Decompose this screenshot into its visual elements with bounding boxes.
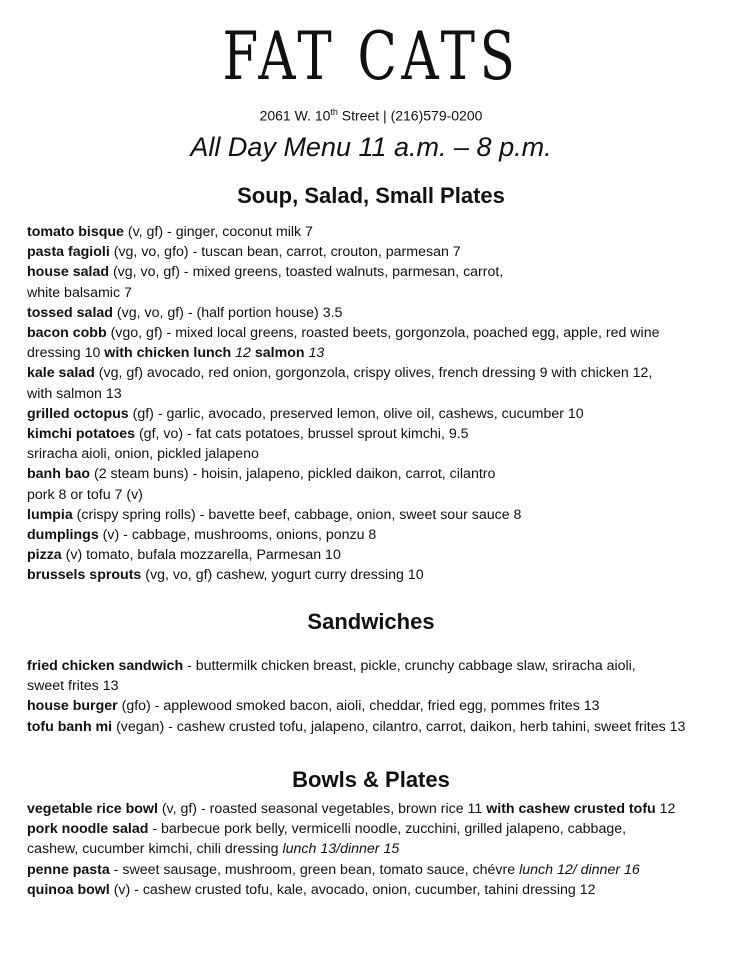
menu-item: pork noodle salad - barbecue pork belly, vermicelli noodle, zucchini, grilled jalapeno, cabbage, cashew, cucumber kimchi, chili dressing lunch 13/dinner 15 bbox=[27, 821, 627, 858]
menu-item: house burger (gfo) - applewood smoked bacon, aioli, cheddar, fried egg, pommes frites 13 bbox=[27, 698, 600, 715]
menu-item: lumpia (crispy spring rolls) - bavette beef, cabbage, onion, sweet sour sauce 8 bbox=[27, 506, 522, 523]
bowls-list bbox=[27, 799, 737, 900]
address-line: 2061 W. 10th Street | (216)579-0200 bbox=[259, 107, 483, 124]
menu-item: pasta fagioli (vg, vo, gfo) - tuscan bean, carrot, crouton, parmesan 7 bbox=[27, 244, 461, 261]
menu-item: tomato bisque (v, gf) - ginger, coconut milk 7 bbox=[27, 224, 313, 240]
menu-item: bacon cobb (vgo, gf) - mixed local greens, roasted beets, gorgonzola, poached egg, apple, red wine dressing 10 with chicken lunch 12 salmon 13 bbox=[27, 325, 660, 362]
menu-item: grilled octopus (gf) - garlic, avocado, preserved lemon, olive oil, cashews, cucumber 10 bbox=[27, 405, 584, 422]
menu-item: kale salad (vg, gf) avocado, red onion, gorgonzola, crispy olives, french dressing 9 with chicken 12, with salmon 13 bbox=[27, 365, 653, 402]
menu-item: dumplings (v) - cabbage, mushrooms, onions, ponzu 8 bbox=[27, 527, 377, 544]
menu-item: penne pasta - sweet sausage, mushroom, green bean, tomato sauce, chévre lunch 12/ dinner 16 bbox=[27, 861, 640, 878]
section-title-bowls: Bowls & Plates bbox=[292, 767, 450, 792]
menu-item: kimchi potatoes (gf, vo) - fat cats potatoes, brussel sprout kimchi, 9.5 sriracha aioli, onion, pickled jalapeno bbox=[27, 426, 469, 463]
menu-item: brussels sprouts (vg, vo, gf) cashew, yogurt curry dressing 10 bbox=[27, 567, 424, 584]
sandwiches-list bbox=[27, 656, 737, 737]
menu-hours: All Day Menu 11 a.m. – 8 p.m. bbox=[190, 132, 552, 162]
menu-item: house salad (vg, vo, gf) - mixed greens, toasted walnuts, parmesan, carrot, white balsamic 7 bbox=[27, 264, 504, 301]
menu-item: tossed salad (vg, vo, gf) - (half portion house) 3.5 bbox=[27, 304, 343, 321]
restaurant-logo: FAT CATS bbox=[222, 18, 520, 95]
menu-item: quinoa bowl (v) - cashew crusted tofu, kale, avocado, onion, cucumber, tahini dressing 12 bbox=[27, 881, 596, 898]
menu-item: pizza (v) tomato, bufala mozzarella, Parmesan 10 bbox=[27, 547, 341, 564]
soup-list bbox=[27, 222, 737, 586]
menu-item: vegetable rice bowl (v, gf) - roasted seasonal vegetables, brown rice 11 with cashew crusted tofu 12 bbox=[27, 801, 676, 817]
section-title-sandwiches: Sandwiches bbox=[307, 609, 435, 634]
menu-item: fried chicken sandwich - buttermilk chicken breast, pickle, crunchy cabbage slaw, sriracha aioli, sweet frites 13 bbox=[27, 658, 636, 695]
section-title-soup: Soup, Salad, Small Plates bbox=[237, 183, 505, 208]
menu-item: banh bao (2 steam buns) - hoisin, jalapeno, pickled daikon, carrot, cilantro pork 8 or tofu 7 (v) bbox=[27, 466, 496, 503]
menu-item: tofu banh mi (vegan) - cashew crusted tofu, jalapeno, cilantro, carrot, daikon, herb tahini, sweet frites 13 bbox=[27, 718, 686, 735]
